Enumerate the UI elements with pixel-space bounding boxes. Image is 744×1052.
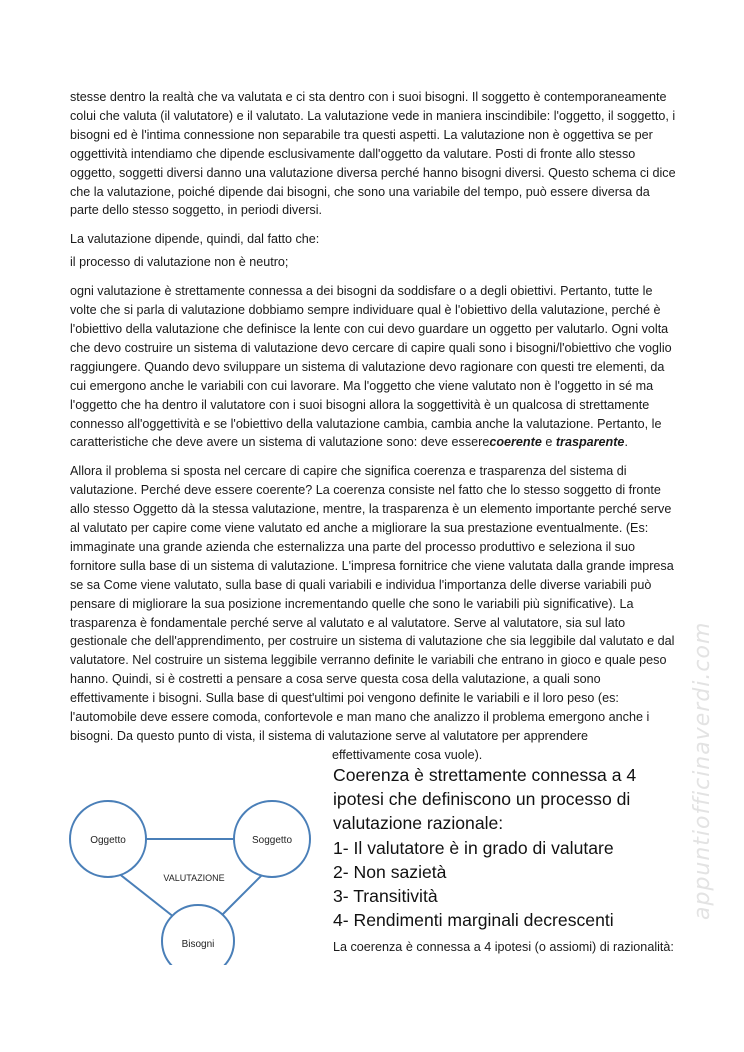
- coherence-note: La coerenza è connessa a 4 ipotesi (o assiomi) di razionalità:: [333, 940, 674, 954]
- valuation-triangle-diagram: [66, 795, 328, 965]
- coherence-line-2: ipotesi che definiscono un processo di: [333, 789, 631, 810]
- conjunction: e: [541, 435, 556, 450]
- period: .: [624, 435, 628, 450]
- hypothesis-2: 2- Non sazietà: [333, 861, 447, 882]
- coherence-line-3: valutazione razionale:: [333, 813, 504, 834]
- paragraph-5-text: Allora il problema si sposta nel cercare di capire che significa coerenza e trasparenza del sistema di valutazione. Perché deve essere coerente? La coerenza consiste nel fatto che lo stesso soggetto di fronte allo stesso Oggetto dà la stessa valutazione, mentre, la trasparenza è un elemento importante perché serve al valutato per capire come viene valutato ed anche a migliorare la sua prestazione eventualmente. (Es: immaginate una grande azienda che esternalizza una parte del processo produttivo e seleziona il suo fornitore sulla base di un sistema di valutazione. L'impresa fornitrice che viene valutata dalla grande impresa se sa Come viene valutato, sulla base di quali variabili e individua l'importanza delle diverse variabili può pensare di migliorare la sua posizione incrementando quelle che sono le variabili più significative). La trasparenza è fondamentale perché serve al valutato e al valutatore. Serve al valutatore, sia sul lato gestionale che dell'apprendimento, per costruire un sistema di valutazione che sia leggibile dal valutato e dal valutatore. Nel costruire un sistema leggibile verranno definite le variabili che entrano in gioco e quale peso hanno. Quindi, si è costretti a pensare a cosa serve questa cosa della valutazione, a quali sono effettivamente i bisogni. Sulla base di quest'ultimi poi vengono definite le variabili e il loro peso (es: l'automobile deve essere comoda, confortevole e man mano che analizzo il problema emergono anche i bisogni. Da questo punto di vista, il sistema di valutazione serve al valutatore per apprendere: [70, 464, 675, 743]
- hypothesis-3: 3- Transitività: [333, 886, 438, 907]
- paragraph-1: stesse dentro la realtà che va valutata e ci sta dentro con i suoi bisogni. Il soggetto è contemporaneamente colui che valuta (il valutatore) e il valutato. La valutazione vede in maniera inscindibile: l'oggetto, il soggetto, i bisogni ed è l'intima connessione non separabile tra questi aspetti. La valutazione non è oggettiva se per oggettività intendiamo che dipende esclusivamente dall'oggetto da valutare. Posti di fronte allo stesso oggetto, soggetti diversi danno una valutazione diversa perché hanno bisogni diversi. Questo schema ci dice che la valutazione, poiché dipende dai bisogni, che sono una variabile del tempo, può essere diversa da parte dello stesso soggetto, in periodi diversi.: [70, 90, 676, 218]
- paragraph-3: il processo di valutazione non è neutro;: [70, 255, 289, 270]
- paragraph-5: [70, 462, 680, 765]
- node-soggetto-label: Soggetto: [251, 835, 293, 846]
- center-label: VALUTAZIONE: [163, 873, 225, 883]
- emphasis-trasparente: trasparente: [555, 435, 625, 450]
- paragraph-5-last-line: effettivamente cosa vuole).: [332, 747, 483, 762]
- site-watermark: appuntiofficinaverdi.com: [690, 621, 715, 920]
- coherence-hypotheses: [333, 763, 733, 932]
- hypothesis-1: 1- Il valutatore è in grado di valutare: [333, 837, 614, 858]
- paragraph-2: La valutazione dipende, quindi, dal fatto che:: [70, 232, 320, 247]
- paragraph-4-text: ogni valutazione è strettamente connessa a dei bisogni da soddisfare o a degli obiettivi. Pertanto, tutte le volte che si parla di valutazione dobbiamo sempre individuare qual è l'obiettivo della valutazione, perché è l'obiettivo della valutazione che definisce la lente con cui devo guardare un oggetto per valutarlo. Ogni volta che devo costruire un sistema di valutazione devo cercare di capire quali sono i bisogni/l'obiettivo che voglio raggiungere. Quando devo sviluppare un sistema di valutazione devo ragionare con questi tre elementi, da cui emergono anche le variabili con cui lavorare. Ma l'oggetto che viene valutato non è l'oggetto in sé ma l'oggetto che ha dentro il valutatore con i suoi bisogni allora la soggettività è un qualcosa di strettamente connesso all'oggettività e se l'obiettivo della valutazione cambia, cambia anche la valutazione. Pertanto, le caratteristiche che deve avere un sistema di valutazione sono: deve essere: [70, 284, 672, 450]
- node-bisogni-label: Bisogni: [181, 939, 215, 950]
- coherence-line-1: Coerenza è strettamente connessa a 4: [333, 765, 637, 785]
- paragraph-4: [70, 282, 680, 452]
- hypothesis-4: 4- Rendimenti marginali decrescenti: [333, 910, 614, 931]
- node-oggetto-label: Oggetto: [90, 835, 126, 846]
- document-body: [70, 88, 680, 775]
- node-bisogni-circle: [162, 905, 234, 965]
- emphasis-coerente: coerente: [489, 435, 542, 450]
